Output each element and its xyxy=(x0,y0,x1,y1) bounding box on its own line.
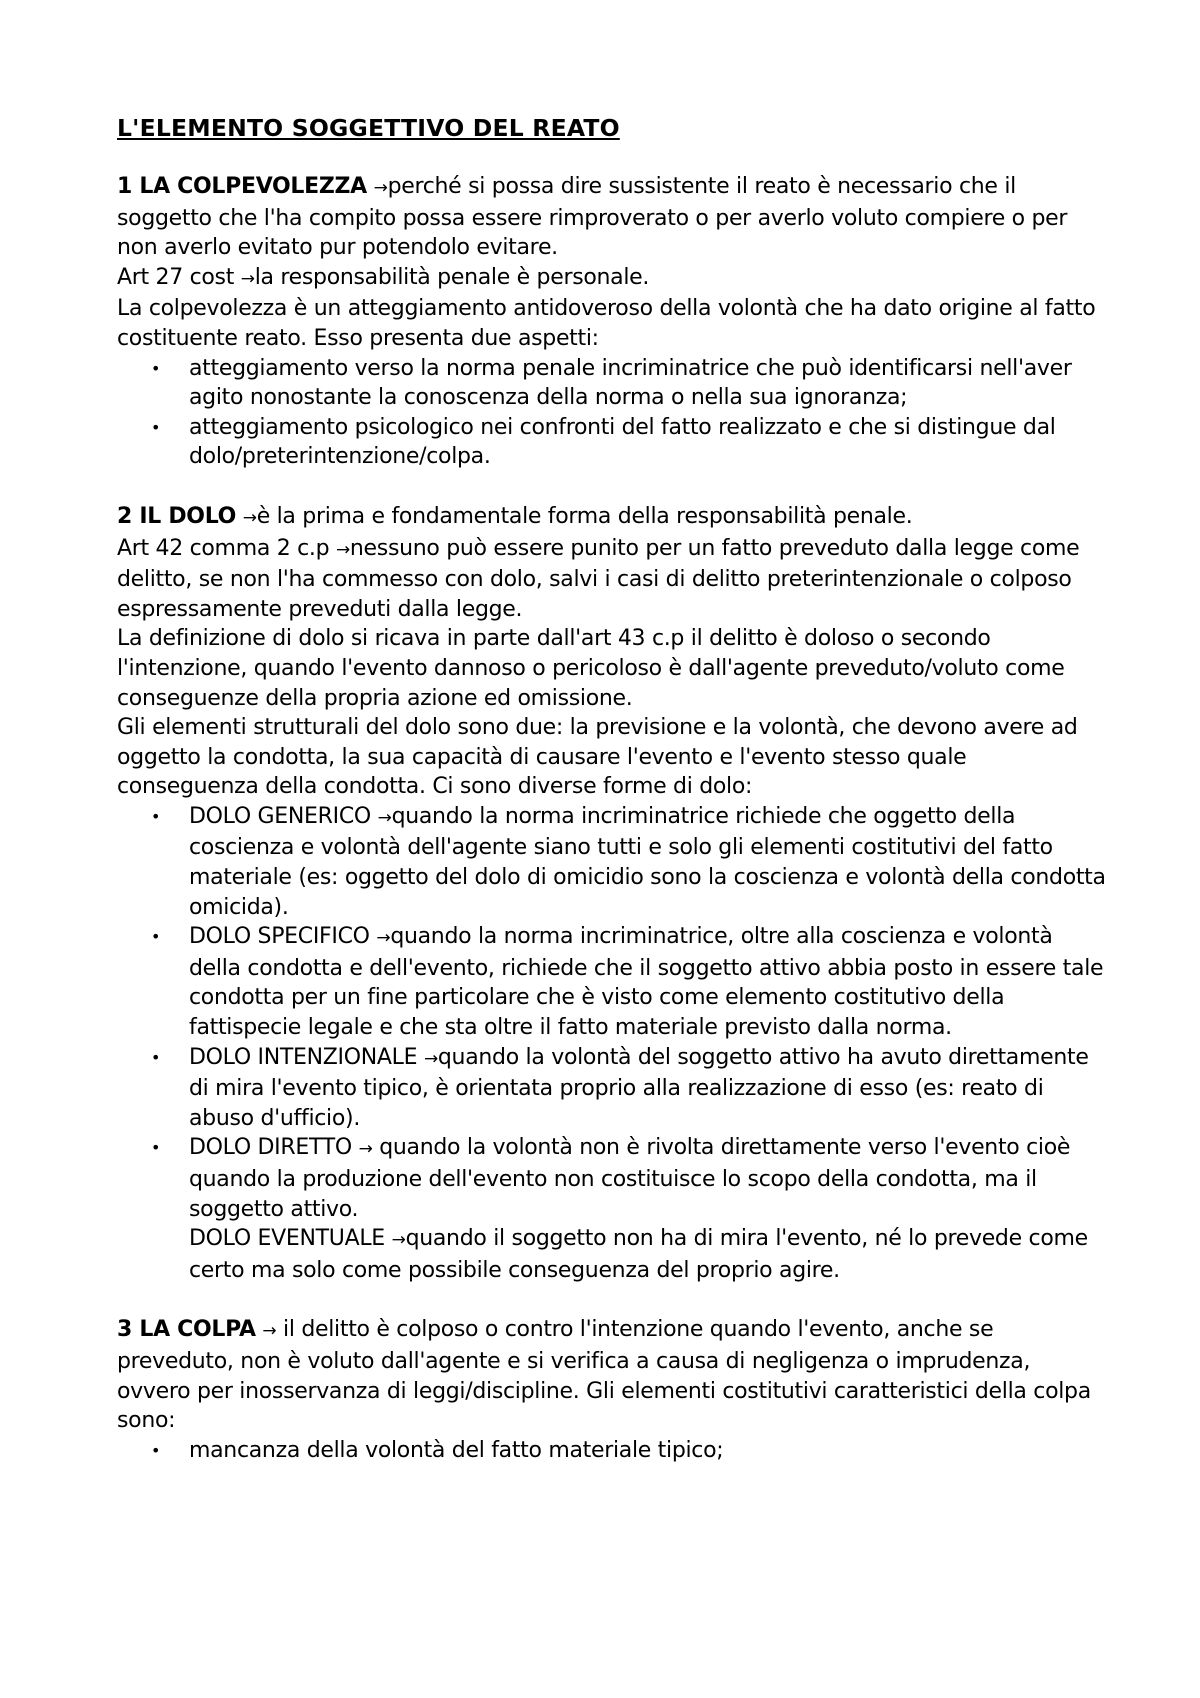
arrow-icon: → xyxy=(423,1048,438,1069)
section-intro-text: è la prima e fondamentale forma della responsabilità penale. xyxy=(256,503,913,529)
arrow-icon: → xyxy=(391,1230,406,1251)
section-intro-text: il delitto è colposo o contro l'intenzione quando l'evento, anche se preveduto, non è voluto dall'agente e si verifica a causa di negligenza o imprudenza, ovvero per inosservanza di leggi/discipline. Gli elementi costitutivi caratteristici della colpa sono: xyxy=(117,1317,1091,1434)
arrow-icon: → xyxy=(373,178,388,198)
dolo-eventuale xyxy=(189,1224,1107,1285)
arrow-icon: → xyxy=(377,807,392,828)
bullet-icon: • xyxy=(151,1047,161,1067)
dolo-type-name: DOLO DIRETTO xyxy=(189,1135,352,1161)
arrow-icon: → xyxy=(242,507,257,528)
bullet-list xyxy=(117,802,1107,1286)
list-item-text: atteggiamento psicologico nei confronti del fatto realizzato e che si distingue dal dolo/preterintenzione/colpa. xyxy=(189,414,1056,470)
arrow-icon: → xyxy=(262,1321,277,1342)
section-colpa xyxy=(117,1315,1107,1465)
list-item xyxy=(151,1436,1107,1466)
document-title: L'ELEMENTO SOGGETTIVO DEL REATO xyxy=(117,114,620,142)
dolo-intro xyxy=(117,502,1107,534)
list-item xyxy=(151,802,1107,922)
dolo-type-text: quando la norma incriminatrice, oltre alla coscienza e volontà della condotta e dell'evento, richiede che il soggetto attivo abbia posto in essere tale condotta per un fine particolare che è visto come elemento costitutivo della fattispecie legale e che sta oltre il fatto materiale previsto dalla norma. xyxy=(189,924,1104,1041)
dolo-type-name: DOLO INTENZIONALE xyxy=(189,1044,418,1070)
list-item xyxy=(151,922,1107,1042)
list-item xyxy=(151,1133,1107,1285)
art-27-line xyxy=(117,263,1107,295)
list-item xyxy=(151,413,1107,472)
bullet-icon: • xyxy=(151,358,161,378)
colpa-intro xyxy=(117,1315,1107,1435)
list-item-text: atteggiamento verso la norma penale incriminatrice che può identificarsi nell'aver agito nonostante la conoscenza della norma o nella sua ignoranza; xyxy=(189,355,1072,411)
section-dolo xyxy=(117,502,1107,1285)
colpevolezza-intro xyxy=(117,172,1107,263)
dolo-type-text: quando il soggetto non ha di mira l'evento, né lo prevede come certo ma solo come possibile conseguenza del proprio agire. xyxy=(189,1226,1088,1283)
dolo-definition: La definizione di dolo si ricava in parte dall'art 43 c.p il delitto è doloso o secondo l'intenzione, quando l'evento dannoso o pericoloso è dall'agente preveduto/voluto come conseguenze della propria azione ed omissione. xyxy=(117,626,1065,711)
section-colpevolezza xyxy=(117,172,1107,472)
article-text: la responsabilità penale è personale. xyxy=(254,264,650,290)
arrow-icon: → xyxy=(358,1139,373,1160)
bullet-icon: • xyxy=(151,1138,161,1158)
bullet-icon: • xyxy=(151,1440,161,1460)
dolo-type-name: DOLO SPECIFICO xyxy=(189,924,370,950)
art-42-line xyxy=(117,534,1107,625)
section-intro-text: perché si possa dire sussistente il reato è necessario che il soggetto che l'ha compito possa essere rimproverato o per averlo voluto compiere o per non averlo evitato pur potendolo evitare. xyxy=(117,174,1068,261)
bullet-icon: • xyxy=(151,806,161,826)
bullet-list xyxy=(117,354,1107,472)
colpevolezza-definition: La colpevolezza è un atteggiamento antidoveroso della volontà che ha dato origine al fatto costituente reato. Esso presenta due aspetti: xyxy=(117,296,1096,351)
bullet-list xyxy=(117,1436,1107,1466)
dolo-type-name: DOLO EVENTUALE xyxy=(189,1226,385,1252)
dolo-type-text: quando la norma incriminatrice richiede che oggetto della coscienza e volontà dell'agente siano tutti e solo gli elementi costitutivi del fatto materiale (es: oggetto del dolo di omicidio sono la coscienza e volontà della condotta omicida). xyxy=(189,803,1106,920)
section-heading: 3 LA COLPA xyxy=(117,1317,256,1343)
dolo-type-text: quando la volontà del soggetto attivo ha avuto direttamente di mira l'evento tipico, è orientata proprio alla realizzazione di esso (es: reato di abuso d'ufficio). xyxy=(189,1044,1089,1131)
article-reference: Art 27 cost xyxy=(117,264,235,290)
arrow-icon: → xyxy=(376,928,391,949)
dolo-type-text: quando la volontà non è rivolta direttamente verso l'evento cioè quando la produzione dell'evento non costituisce lo scopo della condotta, ma il soggetto attivo. xyxy=(189,1135,1071,1222)
list-item xyxy=(151,354,1107,413)
bullet-icon: • xyxy=(151,927,161,947)
list-item-text: mancanza della volontà del fatto materiale tipico; xyxy=(189,1437,724,1463)
dolo-type-name: DOLO GENERICO xyxy=(189,803,371,829)
section-heading: 2 IL DOLO xyxy=(117,503,237,529)
list-item xyxy=(151,1043,1107,1134)
article-reference: Art 42 comma 2 c.p xyxy=(117,535,330,561)
arrow-icon: → xyxy=(335,539,350,560)
document-page xyxy=(117,112,1107,1465)
section-heading: 1 LA COLPEVOLEZZA xyxy=(117,174,367,199)
dolo-elements: Gli elementi strutturali del dolo sono due: la previsione e la volontà, che devono avere ad oggetto la condotta, la sua capacità di causare l'evento e l'evento stesso quale conseguenza della condotta. Ci sono diverse forme di dolo: xyxy=(117,715,1078,800)
bullet-icon: • xyxy=(151,417,161,437)
article-text: nessuno può essere punito per un fatto preveduto dalla legge come delitto, se non l'ha commesso con dolo, salvi i casi di delitto preterintenzionale o colposo espressamente preveduti dalla legge. xyxy=(117,535,1080,622)
arrow-icon: → xyxy=(240,268,255,289)
